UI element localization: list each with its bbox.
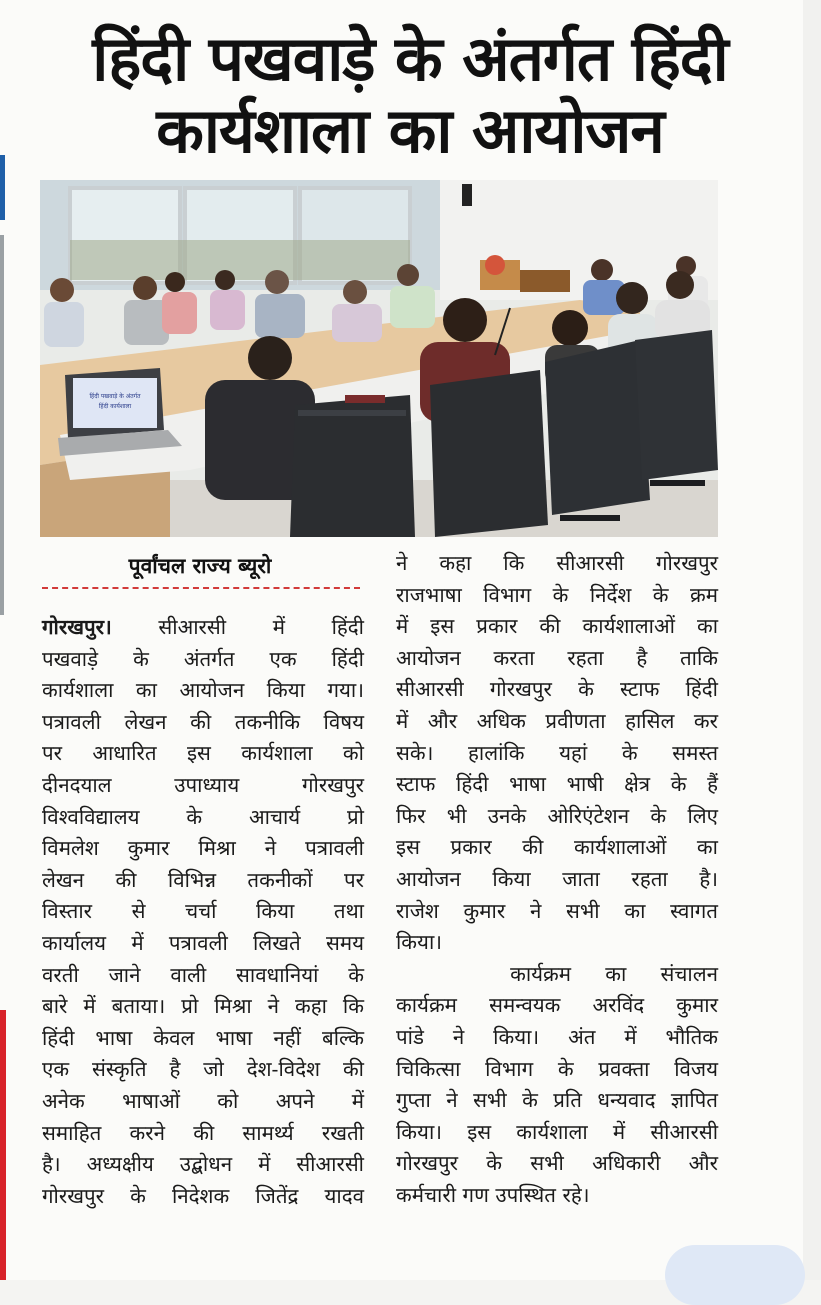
article-line: विमलेश कुमार मिश्रा ने पत्रावली bbox=[42, 836, 364, 861]
article-column-right bbox=[396, 548, 718, 1211]
article-line: आयोजन करता रहता है ताकि bbox=[396, 645, 718, 670]
page-margin bbox=[803, 0, 821, 1280]
article-line: आयोजन किया जाता रहता है। bbox=[396, 866, 718, 891]
byline-divider bbox=[42, 587, 360, 589]
workshop-photo bbox=[40, 180, 718, 537]
article-line: कार्यक्रम का संचालन bbox=[396, 961, 718, 986]
adjacent-page-edge-red bbox=[0, 1010, 6, 1280]
article-line: विश्वविद्यालय के आचार्य प्रो bbox=[42, 804, 364, 829]
article-line: ने कहा कि सीआरसी गोरखपुर bbox=[396, 551, 718, 575]
article-line: फिर भी उनके ओरिएंटेशन के लिए bbox=[396, 803, 718, 828]
article-line: है। अध्यक्षीय उद्बोधन में सीआरसी bbox=[42, 1152, 364, 1177]
article-line: इस प्रकार की कार्यशालाओं का bbox=[396, 835, 718, 860]
byline: पूर्वांचल राज्य ब्यूरो bbox=[128, 553, 272, 578]
article-line: कार्यशाला का आयोजन किया गया। bbox=[42, 678, 364, 703]
article-line: में और अधिक प्रवीणता हासिल कर bbox=[396, 708, 718, 733]
article-line: गोरखपुर के निदेशक जितेंद्र यादव bbox=[42, 1183, 364, 1208]
headline-line-1: हिंदी पखवाड़े के अंतर्गत हिंदी bbox=[92, 22, 728, 95]
article-line: किया। bbox=[396, 930, 443, 955]
article-line: पांडे ने किया। अंत में भौतिक bbox=[396, 1024, 718, 1049]
article-line: चिकित्सा विभाग के प्रवक्ता विजय bbox=[396, 1056, 718, 1081]
overlay-bubble bbox=[665, 1245, 805, 1305]
dateline-place: गोरखपुर। bbox=[42, 615, 112, 639]
article-line: पत्रावली लेखन की तकनीकि विषय bbox=[42, 709, 364, 734]
article-line: राजभाषा विभाग के निर्देश के क्रम bbox=[396, 582, 718, 607]
article-line: राजेश कुमार ने सभी का स्वागत bbox=[396, 898, 718, 923]
article-column-left bbox=[42, 612, 364, 1212]
article-line: सके। हालांकि यहां के समस्त bbox=[396, 740, 718, 765]
adjacent-page-edge-blue bbox=[0, 155, 5, 220]
article-line: कार्यालय में पत्रावली लिखते समय bbox=[42, 930, 364, 955]
article-line: गोरखपुर के सभी अधिकारी और bbox=[396, 1151, 718, 1176]
article-line: स्टाफ हिंदी भाषा भाषी क्षेत्र के हैं bbox=[396, 772, 718, 797]
adjacent-page-edge-grey bbox=[0, 235, 4, 615]
article-line: दीनदयाल उपाध्याय गोरखपुर bbox=[42, 772, 364, 797]
article-line: एक संस्कृति है जो देश-विदेश की bbox=[42, 1057, 364, 1082]
laptop-screen-subtitle: हिंदी कार्यशाला bbox=[98, 403, 132, 410]
article-line: में इस प्रकार की कार्यशालाओं का bbox=[396, 614, 718, 639]
article-line: अनेक भाषाओं को अपने में bbox=[42, 1088, 364, 1113]
article-line: लेखन की विभिन्न तकनीकों पर bbox=[42, 867, 364, 892]
laptop-screen-title: हिंदी पखवाड़े के अंतर्गत bbox=[89, 393, 141, 400]
article-line: समाहित करने की सामर्थ्य रखती bbox=[42, 1120, 364, 1145]
headline-line-2: कार्यशाला का आयोजन bbox=[156, 94, 664, 167]
article-line: विस्तार से चर्चा किया तथा bbox=[42, 899, 364, 924]
article-line: किया। इस कार्यशाला में सीआरसी bbox=[396, 1119, 718, 1144]
article-line: कर्मचारी गण उपस्थित रहे। bbox=[396, 1182, 590, 1207]
article-line: गोरखपुर। सीआरसी में हिंदी bbox=[42, 615, 364, 639]
article-line: पखवाड़े के अंतर्गत एक हिंदी bbox=[42, 646, 364, 671]
article-line: सीआरसी गोरखपुर के स्टाफ हिंदी bbox=[396, 677, 718, 702]
article-line: हिंदी भाषा केवल भाषा नहीं बल्कि bbox=[42, 1025, 364, 1050]
article-line: वरती जाने वाली सावधानियां के bbox=[42, 962, 364, 987]
article-line: पर आधारित इस कार्यशाला को bbox=[42, 741, 364, 766]
article-line: कार्यक्रम समन्वयक अरविंद कुमार bbox=[396, 993, 718, 1018]
article-line: गुप्ता ने सभी के प्रति धन्यवाद ज्ञापित bbox=[396, 1088, 718, 1113]
article-line: बारे में बताया। प्रो मिश्रा ने कहा कि bbox=[42, 994, 364, 1019]
